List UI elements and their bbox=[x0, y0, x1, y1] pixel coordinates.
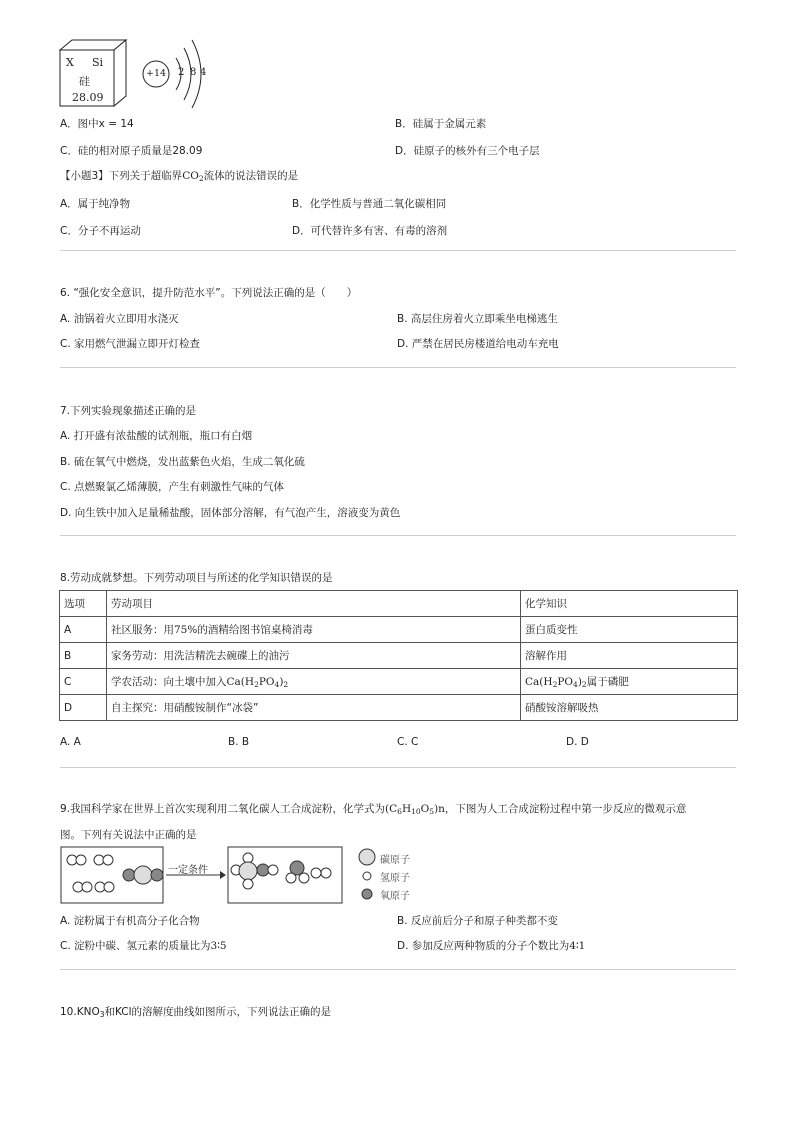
q9-option-a: A. 淀粉属于有机高分子化合物 bbox=[60, 915, 200, 927]
nucleus-charge: +14 bbox=[146, 68, 167, 79]
element-mass: 28.09 bbox=[72, 91, 104, 104]
subq3-option-d: D．可代替许多有害、有毒的溶剂 bbox=[292, 225, 448, 237]
row-option: A bbox=[60, 617, 107, 643]
shell-3-electrons: 4 bbox=[200, 67, 207, 78]
prev-option-c: C．硅的相对原子质量是28.09 bbox=[60, 145, 203, 157]
q8-option-d: D. D bbox=[566, 736, 589, 748]
prev-option-b: B．硅属于金属元素 bbox=[395, 118, 487, 130]
divider bbox=[60, 250, 736, 251]
table-row bbox=[60, 695, 738, 721]
header-project: 劳动项目 bbox=[107, 591, 521, 617]
row-project: 家务劳动：用洗洁精洗去碗碟上的油污 bbox=[107, 643, 521, 669]
q10-stem: $10.KNO_3$和KCl的溶解度曲线如图所示，下列说法正确的是 bbox=[60, 1006, 332, 1019]
reaction-condition: 一定条件 bbox=[168, 865, 208, 876]
q7-stem: 7.下列实验现象描述正确的是 bbox=[60, 405, 197, 417]
q8-table bbox=[59, 590, 738, 721]
header-knowledge: 化学知识 bbox=[521, 591, 738, 617]
table-row bbox=[60, 669, 738, 695]
table-row bbox=[60, 617, 738, 643]
q8-stem: 8.劳动成就梦想。下列劳动项目与所述的化学知识错误的是 bbox=[60, 572, 333, 584]
q8-option-c: C. C bbox=[397, 736, 419, 748]
q6-stem: 6. “强化安全意识，提升防范水平”。下列说法正确的是（ ） bbox=[60, 287, 358, 299]
row-option: C bbox=[60, 669, 107, 695]
header-option: 选项 bbox=[60, 591, 107, 617]
subq3-option-a: A．属于纯净物 bbox=[60, 198, 131, 210]
q8-option-a: A. A bbox=[60, 736, 81, 748]
legend-hydrogen: 氢原子 bbox=[380, 873, 410, 884]
q6-option-c: C. 家用燃气泄漏立即开灯检查 bbox=[60, 338, 201, 350]
row-project: 学农活动：向土壤中加入$Ca(H_2PO_4)_2$ bbox=[107, 669, 521, 695]
atom-legend-icons bbox=[355, 848, 379, 904]
q9-stem-line1: 9.我国科学家在世界上首次实现利用二氧化碳人工合成淀粉，化学式为$(C_6H_{10}O_5)n$，下图为人工合成淀粉过程中第一步反应的微观示意 bbox=[60, 803, 687, 816]
subq3-stem: 【小题3】下列关于超临界$CO_2$流体的说法错误的是 bbox=[60, 170, 299, 183]
prev-option-a: A．图中x = 14 bbox=[60, 118, 134, 130]
shell-1-electrons: 2 bbox=[178, 67, 185, 78]
row-knowledge: $Ca(H_2PO_4)_2$属于磷肥 bbox=[521, 669, 738, 695]
element-symbol: Si bbox=[92, 56, 104, 69]
legend-carbon: 碳原子 bbox=[380, 855, 410, 866]
q7-option-c: C. 点燃聚氯乙烯薄膜，产生有刺激性气味的气体 bbox=[60, 481, 285, 493]
subq3-option-c: C．分子不再运动 bbox=[60, 225, 141, 237]
row-knowledge: 溶解作用 bbox=[521, 643, 738, 669]
row-option: D bbox=[60, 695, 107, 721]
q9-option-b: B. 反应前后分子和原子种类都不变 bbox=[397, 915, 558, 927]
element-name: 硅 bbox=[79, 75, 90, 88]
q9-option-c: C. 淀粉中碳、氢元素的质量比为3∶5 bbox=[60, 940, 227, 952]
q6-option-d: D. 严禁在居民房楼道给电动车充电 bbox=[397, 338, 559, 350]
q7-option-d: D. 向生铁中加入足量稀盐酸，固体部分溶解，有气泡产生，溶液变为黄色 bbox=[60, 507, 401, 519]
element-x: X bbox=[66, 56, 74, 69]
reaction-diagram bbox=[60, 846, 360, 906]
row-knowledge: 硝酸铵溶解吸热 bbox=[521, 695, 738, 721]
legend-oxygen: 氧原子 bbox=[380, 891, 410, 902]
q7-option-b: B. 硫在氧气中燃烧，发出蓝紫色火焰，生成二氧化硫 bbox=[60, 456, 305, 468]
prev-option-d: D．硅原子的核外有三个电子层 bbox=[395, 145, 540, 157]
subq3-option-b: B．化学性质与普通二氧化碳相同 bbox=[292, 198, 447, 210]
shell-2-electrons: 8 bbox=[190, 67, 197, 78]
q7-option-a: A. 打开盛有浓盐酸的试剂瓶，瓶口有白烟 bbox=[60, 430, 253, 442]
row-knowledge: 蛋白质变性 bbox=[521, 617, 738, 643]
row-project: 社区服务：用75%的酒精给图书馆桌椅消毒 bbox=[107, 617, 521, 643]
row-project: 自主探究：用硝酸铵制作“冰袋” bbox=[107, 695, 521, 721]
table-header-row bbox=[60, 591, 738, 617]
divider bbox=[60, 767, 736, 768]
row-option: B bbox=[60, 643, 107, 669]
divider bbox=[60, 367, 736, 368]
table-row bbox=[60, 643, 738, 669]
q6-option-a: A. 油锅着火立即用水浇灭 bbox=[60, 313, 179, 325]
divider bbox=[60, 969, 736, 970]
q9-stem-line2: 图。下列有关说法中正确的是 bbox=[60, 829, 197, 841]
q8-option-b: B. B bbox=[228, 736, 250, 748]
q9-option-d: D. 参加反应两种物质的分子个数比为4∶1 bbox=[397, 940, 586, 952]
q6-option-b: B. 高层住房着火立即乘坐电梯逃生 bbox=[397, 313, 558, 325]
divider bbox=[60, 535, 736, 536]
